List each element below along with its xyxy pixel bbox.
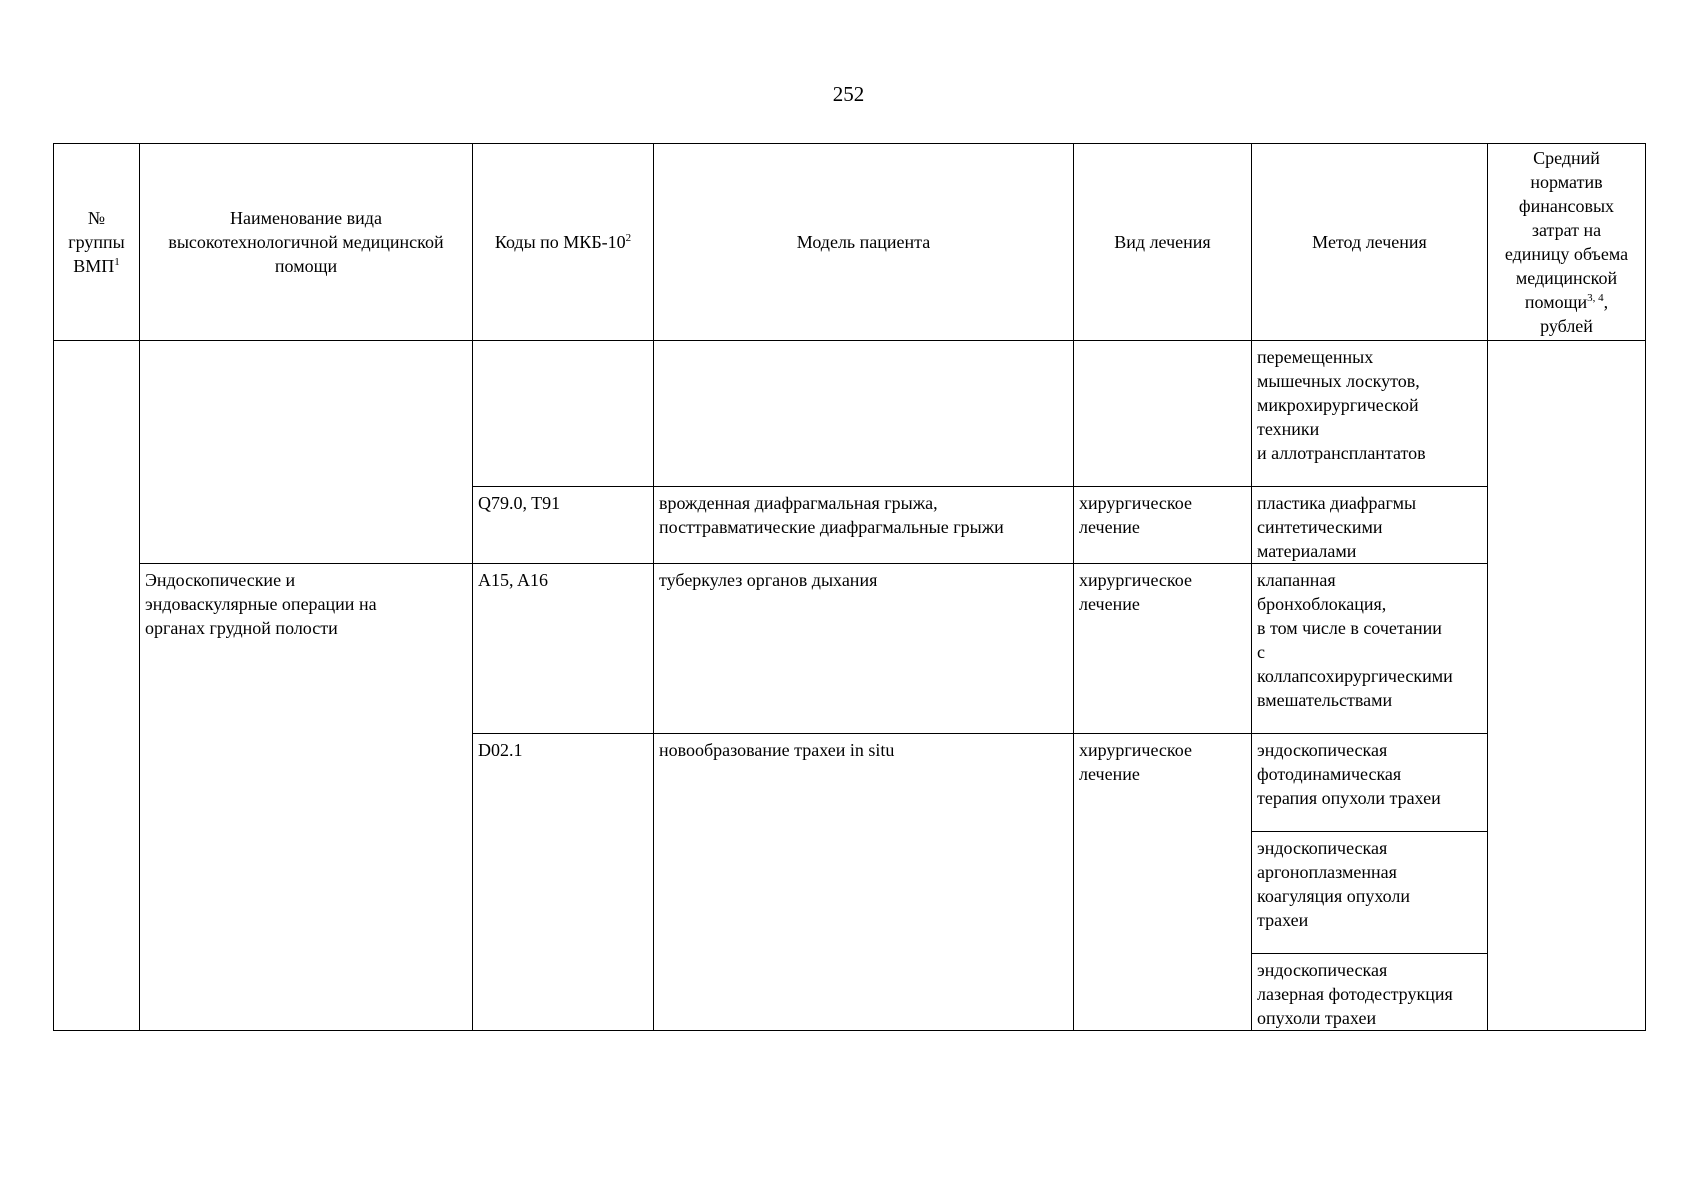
cell-patient-model — [654, 341, 1074, 487]
page-number: 252 — [832, 82, 865, 106]
cell-codes: D02.1 — [473, 734, 654, 1031]
footnote-mark: 1 — [114, 256, 120, 268]
cell-treatment-type: хирургическое лечение — [1074, 564, 1252, 734]
header-treatment-type: Вид лечения — [1074, 144, 1252, 341]
header-group-no: № группы ВМП$^1$ — [54, 144, 140, 341]
cell-treatment-type — [1074, 341, 1252, 487]
cell-treatment-type: хирургическое лечение — [1074, 734, 1252, 1031]
cell-codes: Q79.0, T91 — [473, 487, 654, 564]
cell-treatment-method: перемещенных мышечных лоскутов, микрохирургической техники и аллотрансплантатов — [1252, 341, 1488, 487]
cell-codes — [473, 341, 654, 487]
cell-codes: A15, A16 — [473, 564, 654, 734]
header-patient-model: Модель пациента — [654, 144, 1074, 341]
header-treatment-method: Метод лечения — [1252, 144, 1488, 341]
footnote-mark: 3, 4 — [1587, 292, 1604, 304]
cell-treatment-type: хирургическое лечение — [1074, 487, 1252, 564]
cell-treatment-method: эндоскопическая фотодинамическая терапия опухоли трахеи — [1252, 734, 1488, 832]
header-codes: Коды по МКБ-$10^2$ — [473, 144, 654, 341]
cell-patient-model: новообразование трахеи in situ — [654, 734, 1074, 1031]
cell-name: Эндоскопические и эндоваскулярные операции на органах грудной полости — [140, 564, 473, 1031]
cell-treatment-method: эндоскопическая аргоноплазменная коагуляция опухоли трахеи — [1252, 832, 1488, 954]
header-row — [54, 144, 1646, 341]
cell-treatment-method: эндоскопическая лазерная фотодеструкция опухоли трахеи — [1252, 954, 1488, 1031]
cell-cost — [1488, 341, 1646, 1031]
table-row — [54, 341, 1646, 487]
cell-treatment-method: клапанная бронхоблокация, в том числе в сочетании с коллапсохирургическими вмешательствами — [1252, 564, 1488, 734]
cell-name — [140, 341, 473, 564]
vmp-table — [53, 143, 1646, 1031]
header-cost: Средний норматив финансовых затрат на единицу объема медицинской помощи$^{3, 4}$, рублей — [1488, 144, 1646, 341]
table-row — [54, 564, 1646, 734]
header-name: Наименование вида высокотехнологичной медицинской помощи — [140, 144, 473, 341]
footnote-mark: 2 — [625, 232, 632, 244]
cell-patient-model: туберкулез органов дыхания — [654, 564, 1074, 734]
cell-treatment-method: пластика диафрагмы синтетическими материалами — [1252, 487, 1488, 564]
cell-group-no — [54, 341, 140, 1031]
cell-patient-model: врожденная диафрагмальная грыжа, посттравматические диафрагмальные грыжи — [654, 487, 1074, 564]
